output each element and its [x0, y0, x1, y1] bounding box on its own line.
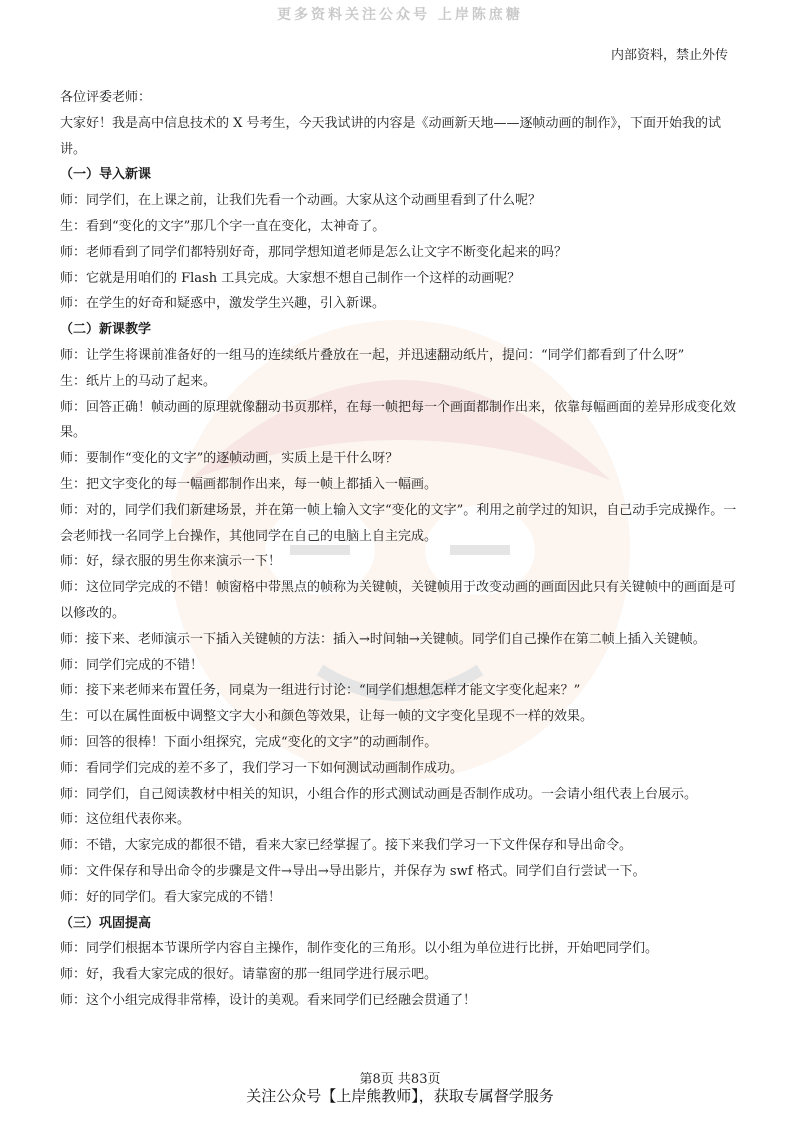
top-banner-watermark: 更多资料关注公众号 上岸陈庶糖: [277, 7, 523, 23]
dialogue-line: 师：接下来老师来布置任务，同桌为一组进行讨论：“同学们想想怎样才能文字变化起来？”: [60, 683, 581, 699]
dialogue-line: 师：好，绿衣服的男生你来演示一下！: [60, 554, 282, 570]
section-heading-consolidate: （三）巩固提高: [60, 915, 152, 931]
dialogue-line: 师：看同学们完成的差不多了，我们学习一下如何测试动画制作成功。: [60, 760, 464, 776]
dialogue-line: 师：文件保存和导出命令的步骤是文件→导出→导出影片，并保存为 swf 格式。同学们自行尝试一下。: [60, 863, 646, 879]
dialogue-line: 师：同学们根据本节课所学内容自主操作，制作变化的三角形。以小组为单位进行比拼，开始吧同学们。: [60, 941, 659, 957]
section-heading-teaching: （二）新课教学: [60, 322, 152, 338]
dialogue-line: 生：把文字变化的每一幅画都制作出来，每一帧上都插入一幅画。: [60, 476, 438, 492]
dialogue-line: 师：要制作“变化的文字”的逐帧动画，实质上是干什么呀？: [60, 451, 399, 467]
dialogue-line: 师：对的，同学们我们新建场景，并在第一帧上输入文字“变化的文字”。利用之前学过的知识，自己动手完成操作。一会老师找一名同学上台操作，其他同学在自己的电脑上自主完成。: [60, 502, 737, 544]
dialogue-line: 师：老师看到了同学们都特别好奇，那同学想知道老师是怎么让文字不断变化起来的吗？: [60, 244, 568, 260]
dialogue-line: 师：在学生的好奇和疑惑中，激发学生兴趣，引入新课。: [60, 296, 386, 312]
dialogue-line: 师：回答的很棒！下面小组探究，完成“变化的文字”的动画制作。: [60, 734, 438, 750]
dialogue-line: 师：同学们，在上课之前，让我们先看一个动画。大家从这个动画里看到了什么呢？: [60, 193, 542, 209]
document-body: [60, 85, 743, 1014]
dialogue-line: 师：好，我看大家完成的很好。请靠窗的那一组同学进行展示吧。: [60, 967, 438, 983]
dialogue-line: 师：好的同学们。看大家完成的不错！: [60, 889, 282, 905]
dialogue-line: 师：回答正确！帧动画的原理就像翻动书页那样，在每一帧把每一个画面都制作出来，依靠每幅画面的差异形成变化效果。: [60, 399, 737, 441]
confidential-notice: 内部资料，禁止外传: [610, 48, 728, 63]
intro-paragraph: 大家好！我是高中信息技术的 X 号考生，今天我试讲的内容是《动画新天地——逐帧动画的制作》，下面开始我的试讲。: [60, 115, 722, 157]
dialogue-line: 生：纸片上的马动了起来。: [60, 373, 217, 389]
dialogue-line: 师：这位同学完成的不错！帧窗格中带黑点的帧称为关键帧，关键帧用于改变动画的画面因此只有关键帧中的画面是可以修改的。: [60, 580, 737, 621]
dialogue-line: 师：它就是用咱们的 Flash 工具完成。大家想不想自己制作一个这样的动画呢？: [60, 270, 521, 286]
page-number: 第8页 共83页: [359, 1072, 441, 1087]
dialogue-line: 师：不错，大家完成的都很不错，看来大家已经掌握了。接下来我们学习一下文件保存和导出命令。: [60, 838, 633, 854]
dialogue-line: 师：同学们完成的不错！: [60, 657, 204, 673]
dialogue-line: 师：接下来、老师演示一下插入关键帧的方法：插入→时间轴→关键帧。同学们自己操作在第二帧上插入关键帧。: [60, 631, 706, 647]
dialogue-line: 生：看到“变化的文字”那几个字一直在变化，太神奇了。: [60, 218, 386, 234]
section-heading-import: （一）导入新课: [60, 167, 152, 183]
dialogue-line: 师：同学们，自己阅读教材中相关的知识，小组合作的形式测试动画是否制作成功。一会请小组代表上台展示。: [60, 786, 698, 802]
greeting: 各位评委老师：: [60, 90, 152, 105]
dialogue-line: 师：让学生将课前准备好的一组马的连续纸片叠放在一起，并迅速翻动纸片，提问：“同学们都看到了什么呀”: [60, 347, 685, 363]
dialogue-line: 生：可以在属性面板中调整文字大小和颜色等效果，让每一帧的文字变化呈现不一样的效果。: [60, 709, 594, 725]
dialogue-line: 师：这个小组完成得非常棒，设计的美观。看来同学们已经融会贯通了！: [60, 992, 477, 1008]
dialogue-line: 师：这位组代表你来。: [60, 812, 191, 828]
footer-promo: 关注公众号【上岸熊教师】，获取专属督学服务: [246, 1087, 554, 1105]
